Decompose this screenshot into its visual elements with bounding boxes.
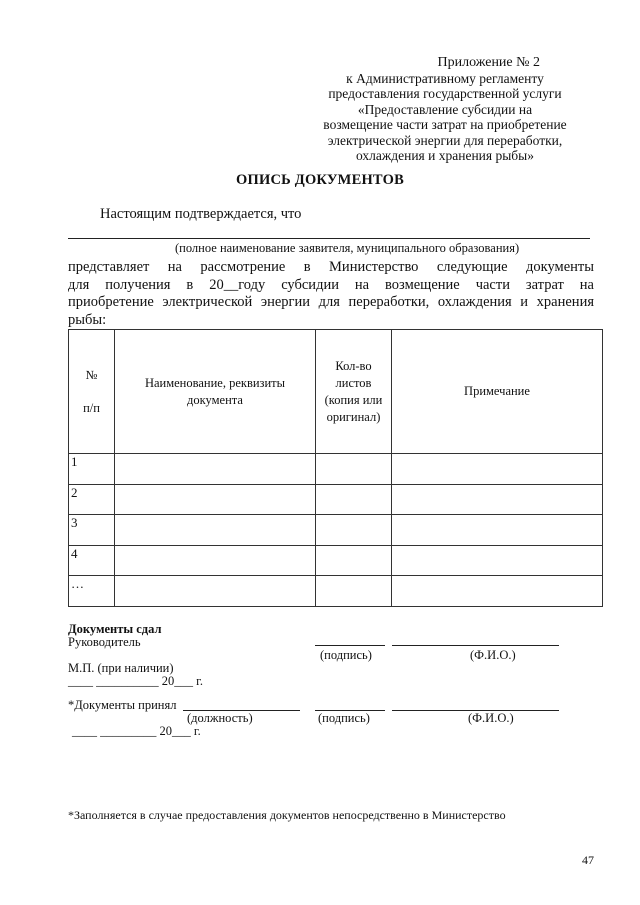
appendix-line: охлаждения и хранения рыбы» bbox=[356, 148, 534, 163]
appendix-line: предоставления государственной услуги bbox=[328, 86, 562, 101]
signature-caption: (подпись) bbox=[320, 648, 372, 662]
date-line[interactable]: ____ __________ 20___ г. bbox=[68, 674, 203, 688]
paragraph-line: представляет на рассмотрение в Министерство следующие документы bbox=[68, 259, 594, 275]
document-name-cell[interactable] bbox=[115, 515, 316, 546]
header-note bbox=[392, 330, 603, 454]
row-number: 4 bbox=[69, 545, 115, 576]
footnote: *Заполняется в случае предоставления документов непосредственно в Министерство bbox=[68, 808, 506, 822]
header-qty-line: листов bbox=[335, 375, 372, 390]
stamp-label: М.П. (при наличии) bbox=[68, 661, 174, 675]
sheets-cell[interactable] bbox=[316, 515, 392, 546]
note-cell[interactable] bbox=[392, 515, 603, 546]
row-number: 2 bbox=[69, 484, 115, 515]
header-qty-line: (копия или bbox=[324, 392, 383, 407]
table-row bbox=[69, 454, 603, 485]
header-name-line: Наименование, реквизиты bbox=[144, 375, 286, 390]
table-header-row bbox=[69, 330, 603, 454]
date-line[interactable]: ____ _________ 20___ г. bbox=[72, 724, 201, 738]
header-number-label: п/п bbox=[83, 400, 100, 415]
header-note-label: Примечание bbox=[464, 384, 530, 398]
header-number-symbol: № bbox=[85, 367, 98, 382]
head-label: Руководитель bbox=[68, 635, 141, 649]
position-caption: (должность) bbox=[187, 711, 253, 725]
table-row bbox=[69, 484, 603, 515]
note-cell[interactable] bbox=[392, 454, 603, 485]
body-paragraph bbox=[68, 259, 594, 329]
header-number bbox=[69, 330, 115, 454]
confirm-text: Настоящим подтверждается, что bbox=[100, 206, 302, 222]
table-row bbox=[69, 545, 603, 576]
fio-caption: (Ф.И.О.) bbox=[468, 711, 514, 725]
document-name-cell[interactable] bbox=[115, 545, 316, 576]
appendix-line: «Предоставление субсидии на bbox=[357, 101, 533, 117]
document-title: ОПИСЬ ДОКУМЕНТОВ bbox=[236, 172, 404, 188]
sheets-cell[interactable] bbox=[316, 576, 392, 607]
appendix-number: Приложение № 2 bbox=[437, 55, 540, 70]
header-document-name bbox=[115, 330, 316, 454]
paragraph-line: рыбы: bbox=[68, 311, 107, 328]
header-qty-line: Кол-во bbox=[335, 358, 372, 373]
document-name-cell[interactable] bbox=[115, 454, 316, 485]
fio-caption: (Ф.И.О.) bbox=[470, 648, 516, 662]
document-name-cell[interactable] bbox=[115, 484, 316, 515]
row-number: … bbox=[69, 576, 115, 607]
sheets-cell[interactable] bbox=[316, 454, 392, 485]
appendix-line: электрической энергии для переработки, bbox=[327, 132, 563, 148]
applicant-caption: (полное наименование заявителя, муниципального образования) bbox=[175, 241, 520, 255]
signature-caption: (подпись) bbox=[318, 711, 370, 725]
appendix-line: к Административному регламенту bbox=[346, 70, 544, 86]
row-number: 3 bbox=[69, 515, 115, 546]
header-name-line: документа bbox=[187, 392, 243, 407]
header-qty-line: оригинал) bbox=[326, 409, 381, 424]
sheets-cell[interactable] bbox=[316, 545, 392, 576]
header-sheets-count bbox=[316, 330, 392, 454]
documents-table bbox=[68, 329, 603, 607]
note-cell[interactable] bbox=[392, 576, 603, 607]
submitted-title: Документы сдал bbox=[68, 622, 162, 636]
fio-line[interactable] bbox=[392, 645, 559, 646]
table-row bbox=[69, 515, 603, 546]
paragraph-line: приобретение электрической энергии для переработки, охлаждения и хранения bbox=[68, 294, 594, 310]
note-cell[interactable] bbox=[392, 545, 603, 576]
paragraph-line: для получения в 20__году субсидии на возмещение части затрат на bbox=[68, 276, 594, 293]
appendix-line: возмещение части затрат на приобретение bbox=[323, 117, 567, 132]
row-number: 1 bbox=[69, 454, 115, 485]
accepted-label: *Документы принял bbox=[68, 698, 177, 712]
sheets-cell[interactable] bbox=[316, 484, 392, 515]
document-name-cell[interactable] bbox=[115, 576, 316, 607]
applicant-name-line bbox=[68, 238, 590, 239]
signature-line[interactable] bbox=[315, 645, 385, 646]
page-number: 47 bbox=[582, 853, 594, 867]
note-cell[interactable] bbox=[392, 484, 603, 515]
appendix-header bbox=[300, 55, 590, 164]
table-row bbox=[69, 576, 603, 607]
